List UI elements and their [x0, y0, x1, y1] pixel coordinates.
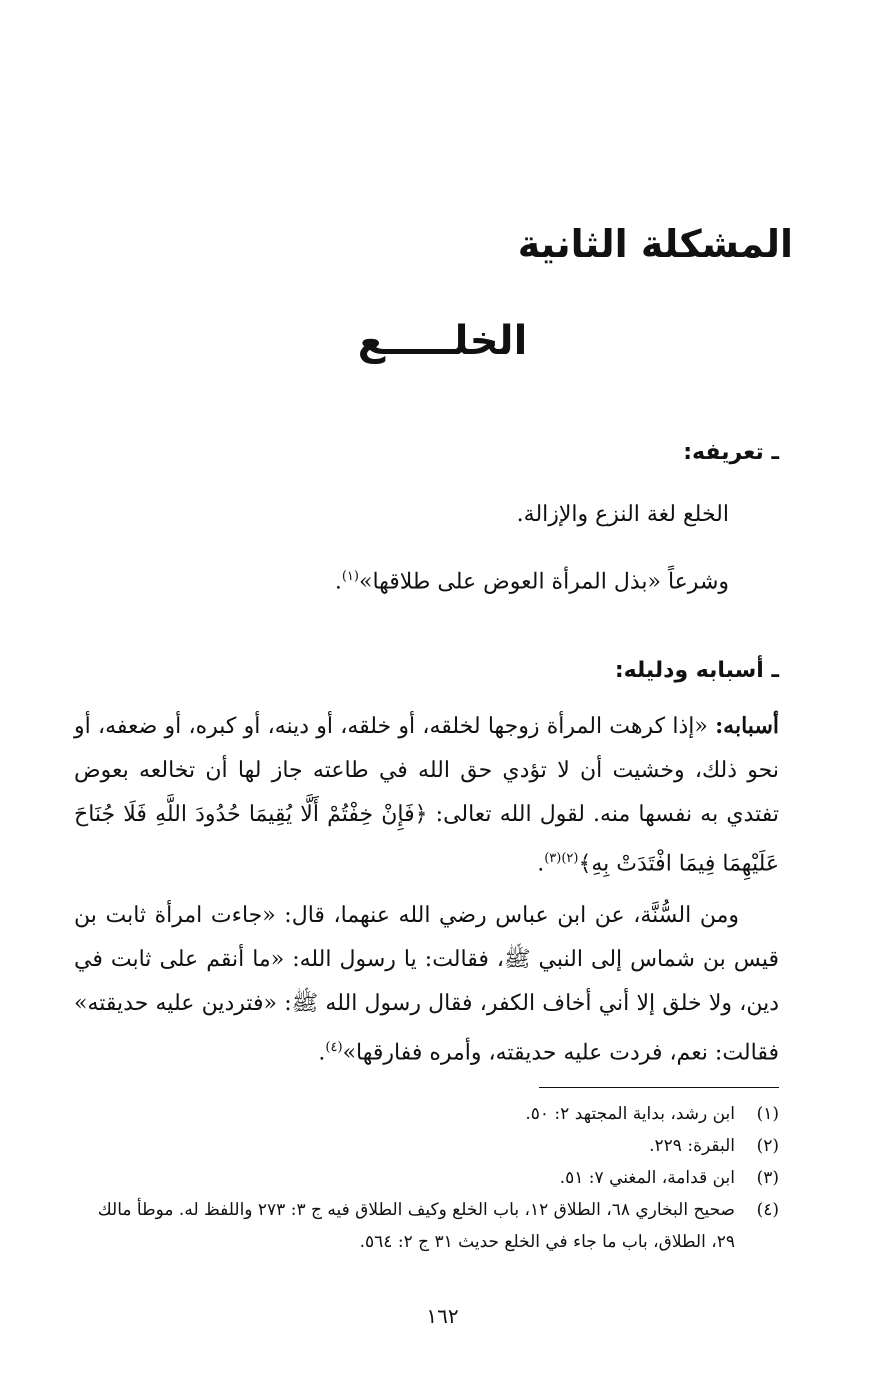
footnote-item [69, 1098, 779, 1130]
sunnah-paragraph [74, 894, 779, 1075]
causes-end: . [537, 851, 545, 877]
footnote-ref: (٤) [325, 1040, 343, 1055]
footnote-number: (٣) [756, 1168, 779, 1188]
footnote-divider [539, 1087, 779, 1088]
definition-legal [335, 560, 729, 599]
footnote-number: (٤) [756, 1200, 779, 1220]
causes-lead: أسبابه: [715, 713, 779, 739]
footnote-text: ابن قدامة، المغني ٧: ٥١. [559, 1168, 735, 1188]
footnote-ref: (٢)(٣) [544, 851, 579, 866]
footnote-text: البقرة: ٢٢٩. [649, 1136, 735, 1156]
chapter-label: المشكلة الثانية [517, 222, 793, 266]
footnotes-list [69, 1098, 779, 1258]
causes-heading: ـ أسبابه ودليله: [614, 658, 779, 683]
definition-heading: ـ تعريفه: [683, 440, 779, 465]
causes-text: «إذا كرهت المرأة زوجها لخلقه، أو خلقه، أو دينه، أو كبره، أو ضعفه، أو نحو ذلك، وخشيت أن لا تؤدي حق الله في طاعته جاز لها أن تخالعه بعوض تفتدي به نفسها منه. لقول الله تعالى: ﴿فَإِنْ خِفْتُمْ أَلَّا يُقِيمَا حُدُودَ اللَّهِ فَلَا جُنَاحَ عَلَيْهِمَا فِيمَا افْتَدَتْ بِهِ﴾ [74, 714, 780, 877]
definition-legal-end: . [334, 569, 342, 595]
page-number: ١٦٢ [426, 1304, 459, 1328]
definition-linguistic: الخلع لغة النزع والإزالة. [516, 502, 729, 527]
sunnah-text: ومن السُّنَّة، عن ابن عباس رضي الله عنهما، قال: «جاءت امرأة ثابت بن قيس بن شماس إلى النبي ﷺ، فقالت: يا رسول الله: «ما أنقم على ثابت في دين، ولا خلق إلا أني أخاف الكفر، فقال رسول الله ﷺ: «فتردين عليه حديقته» فقالت: نعم، فردت عليه حديقته، وأمره ففارقها» [74, 903, 779, 1066]
footnote-number: (١) [756, 1104, 779, 1124]
causes-paragraph [74, 704, 779, 886]
footnote-item [69, 1194, 779, 1258]
footnote-ref: (١) [341, 569, 359, 584]
footnote-text: ابن رشد، بداية المجتهد ٢: ٥٠. [525, 1104, 735, 1124]
footnote-item [69, 1162, 779, 1194]
sunnah-end: . [318, 1040, 326, 1066]
definition-legal-text: وشرعاً «بذل المرأة العوض على طلاقها» [358, 569, 729, 595]
footnote-number: (٢) [756, 1136, 779, 1156]
footnote-item [69, 1130, 779, 1162]
footnote-text: صحيح البخاري ٦٨، الطلاق ١٢، باب الخلع وكيف الطلاق فيه ج ٣: ٢٧٣ واللفظ له. موطأ مالك ٢٩، الطلاق، باب ما جاء في الخلع حديث ٣١ ج ٢: ٥٦٤. [97, 1200, 735, 1252]
page-title: الخلـــــع [357, 318, 528, 364]
